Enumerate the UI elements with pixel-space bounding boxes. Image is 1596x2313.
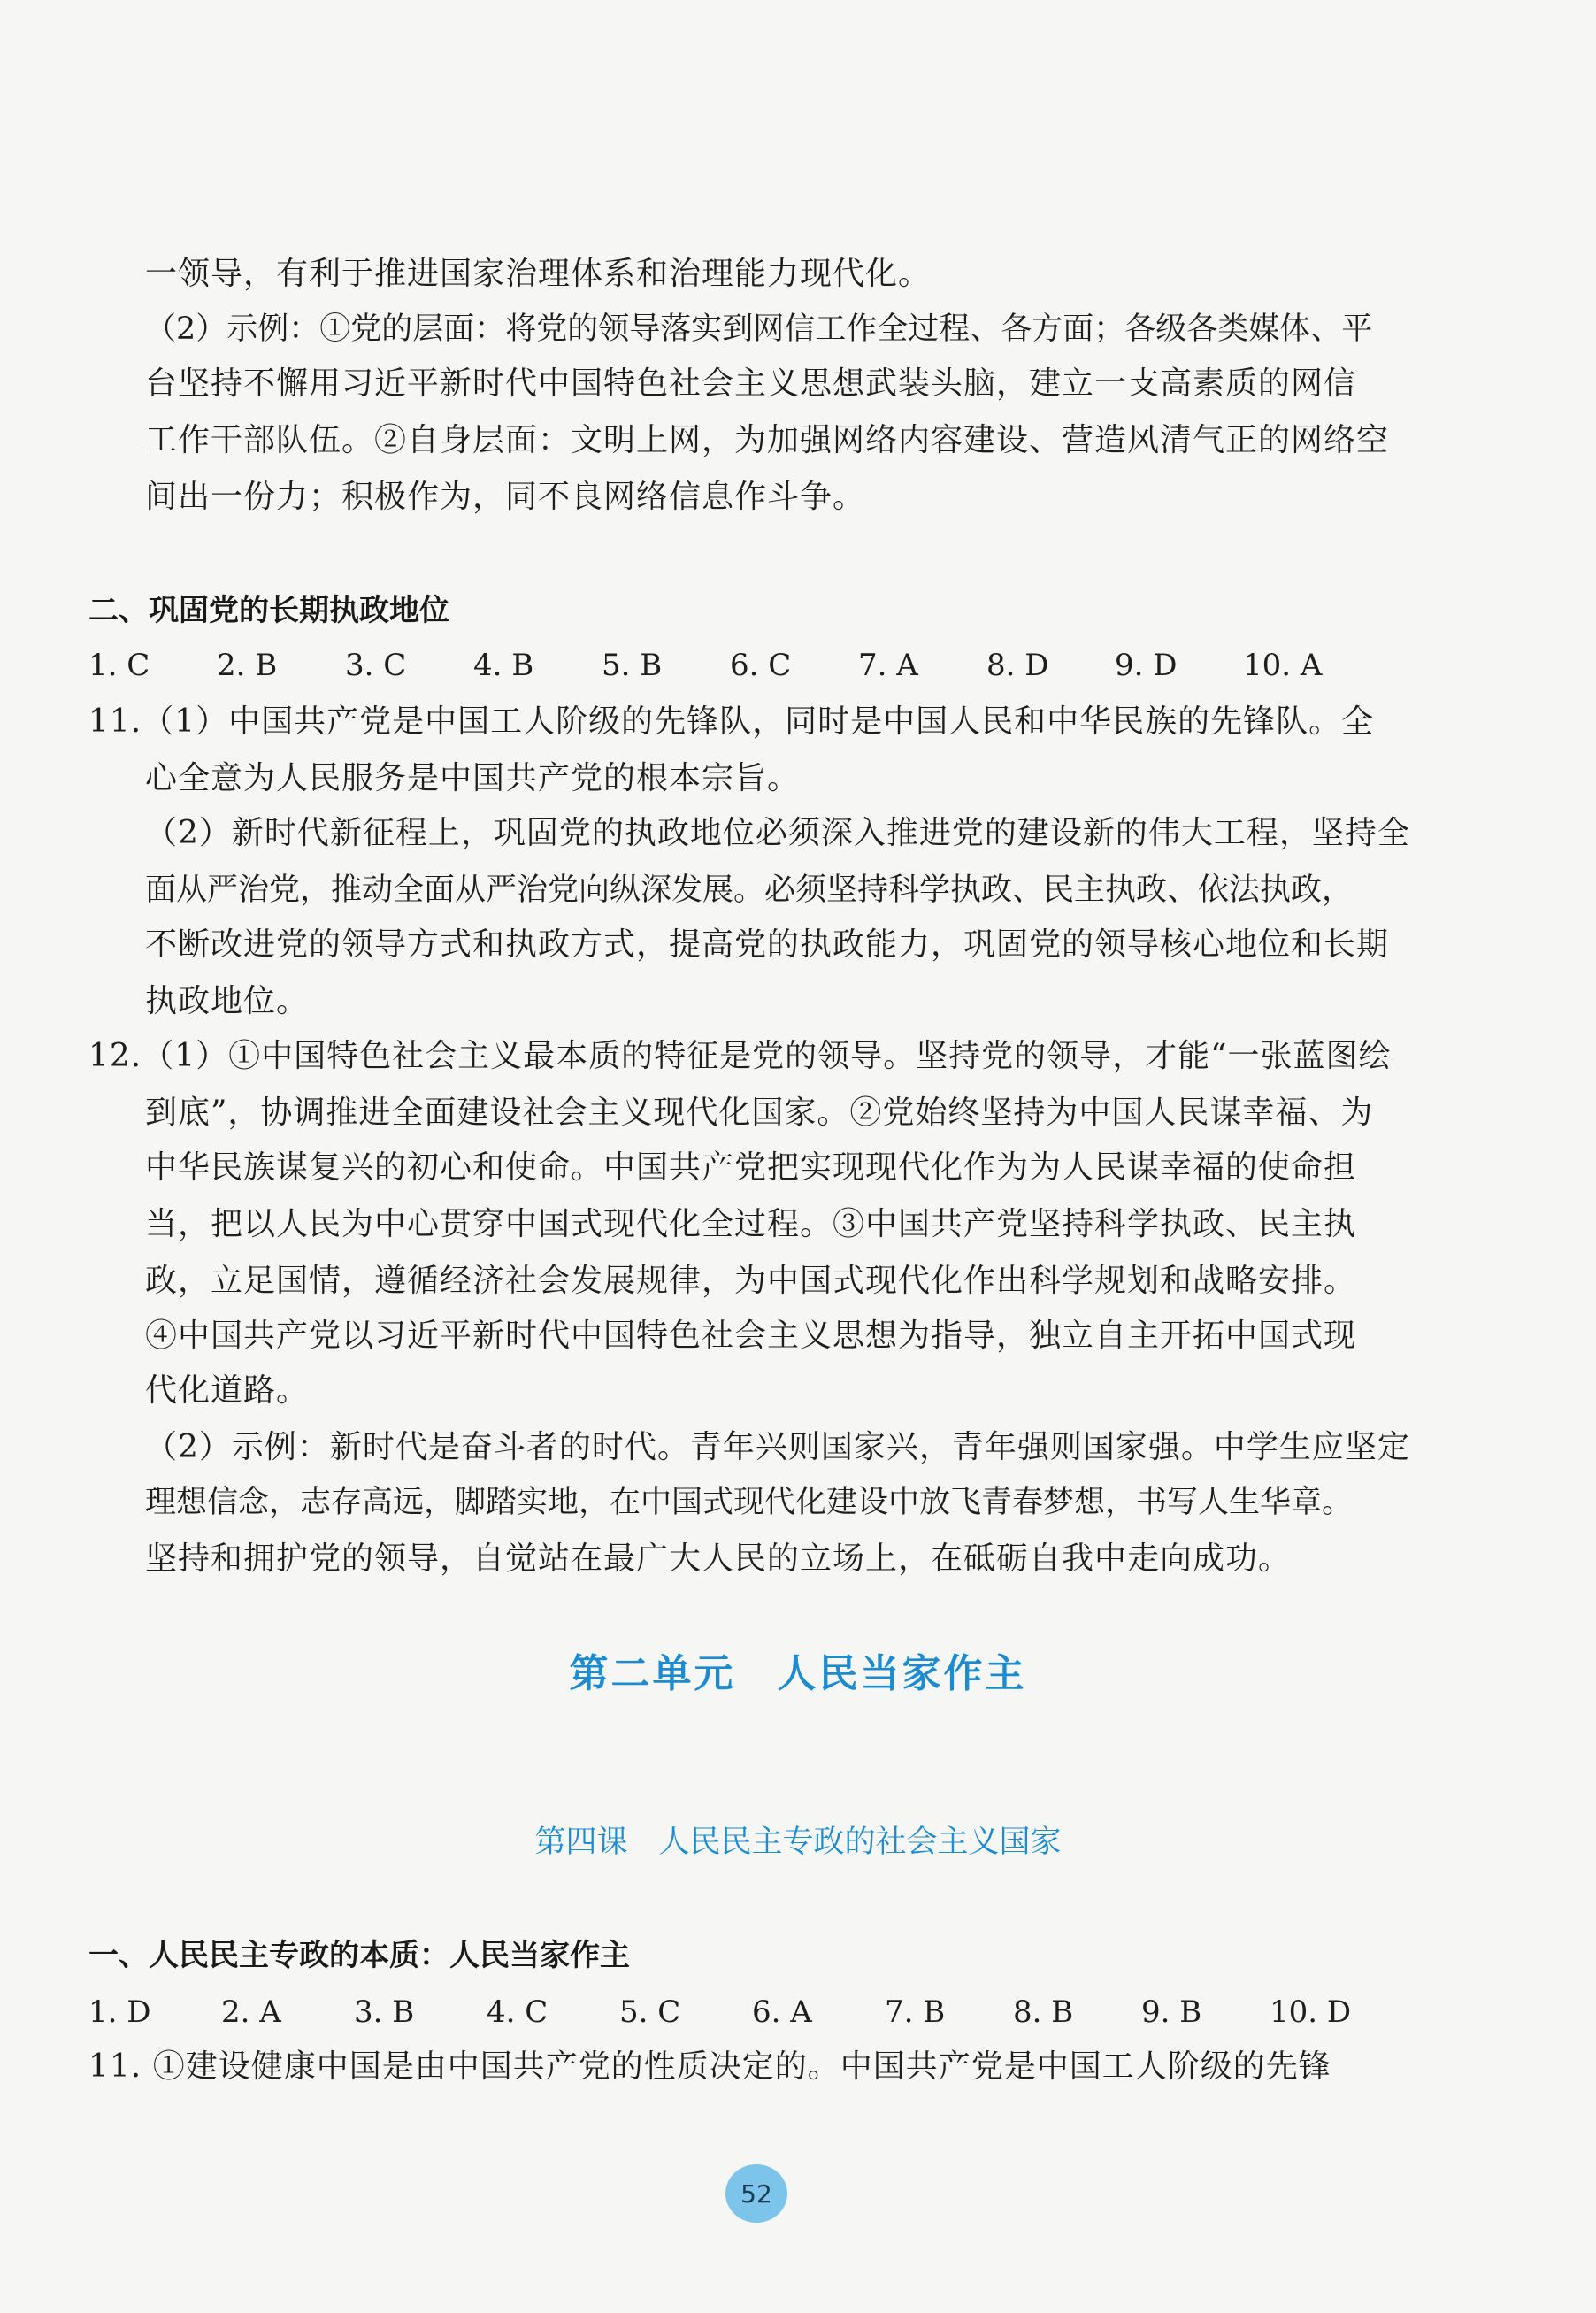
text-line: 中华民族谋复兴的初心和使命。中国共产党把实现现代化作为为人民谋幸福的使命担	[145, 1149, 1357, 1186]
text-line: 当，把以人民为中心贯穿中国式现代化全过程。③中国共产党坚持科学执政、民主执	[145, 1206, 1357, 1242]
mcq-answer: 8. B	[1013, 1994, 1074, 2030]
mcq-answers-row	[88, 644, 1398, 687]
mcq-answer: 3. B	[354, 1994, 415, 2030]
unit-title: 第二单元 人民当家作主	[569, 1651, 1027, 1696]
text-line: 面从严治党，推动全面从严治党向纵深发展。必须坚持科学执政、民主执政、依法执政，	[145, 872, 1354, 908]
text-line: 台坚持不懈用习近平新时代中国特色社会主义思想武装头脑，建立一支高素质的网信	[145, 365, 1357, 402]
mcq-answer: 10. A	[1243, 648, 1323, 683]
mcq-answer: 1. C	[88, 648, 150, 683]
text-line: 工作干部队伍。②自身层面：文明上网，为加强网络内容建设、营造风清气正的网络空	[145, 422, 1390, 458]
text-line: （2）示例：①党的层面：将党的领导落实到网信工作全过程、各方面；各级各类媒体、平	[145, 311, 1373, 347]
page-number-badge	[725, 2164, 787, 2223]
mcq-answer: 9. B	[1141, 1994, 1202, 2030]
text-line: 一领导，有利于推进国家治理体系和治理能力现代化。	[145, 256, 932, 292]
text-line: 不断改进党的领导方式和执政方式，提高党的执政能力，巩固党的领导核心地位和长期	[145, 926, 1390, 963]
mcq-answer: 5. C	[619, 1994, 681, 2030]
mcq-answer: 2. B	[217, 648, 278, 683]
mcq-answer: 1. D	[88, 1994, 151, 2030]
text-line: 执政地位。	[145, 983, 310, 1019]
section-heading: 二、巩固党的长期执政地位	[88, 593, 449, 628]
mcq-answer: 2. A	[221, 1994, 281, 2030]
mcq-answer: 7. B	[885, 1994, 946, 2030]
text-line: 到底”，协调推进全面建设社会主义现代化国家。②党始终坚持为中国人民谋幸福、为	[145, 1095, 1374, 1131]
lesson-title: 第四课 人民民主专政的社会主义国家	[534, 1825, 1062, 1860]
mcq-answer: 4. B	[473, 648, 534, 683]
text-line: （2）新时代新征程上，巩固党的执政地位必须深入推进党的建设新的伟大工程，坚持全	[145, 815, 1410, 851]
section-heading: 一、人民民主专政的本质：人民当家作主	[88, 1938, 630, 1973]
mcq-answer: 6. A	[752, 1994, 812, 2030]
text-line: 11.（1）中国共产党是中国工人阶级的先锋队，同时是中国人民和中华民族的先锋队。全	[88, 703, 1375, 740]
text-line: 政，立足国情，遵循经济社会发展规律，为中国式现代化作出科学规划和战略安排。	[145, 1263, 1357, 1299]
text-line: 坚持和拥护党的领导，自觉站在最广大人民的立场上，在砥砺自我中走向成功。	[145, 1541, 1292, 1577]
page-number: 52	[740, 2179, 772, 2209]
text-line: 12.（1）①中国特色社会主义最本质的特征是党的领导。坚持党的领导，才能“一张蓝图绘	[88, 1038, 1392, 1074]
mcq-answer: 10. D	[1270, 1994, 1352, 2030]
mcq-answer: 9. D	[1115, 648, 1178, 683]
text-line: 心全意为人民服务是中国共产党的根本宗旨。	[145, 760, 801, 796]
text-line: 11. ①建设健康中国是由中国共产党的性质决定的。中国共产党是中国工人阶级的先锋	[88, 2048, 1331, 2085]
mcq-answer: 4. C	[487, 1994, 549, 2030]
mcq-answer: 7. A	[858, 648, 918, 683]
mcq-answer: 8. D	[986, 648, 1049, 683]
mcq-answer: 6. C	[730, 648, 792, 683]
text-line: ④中国共产党以习近平新时代中国特色社会主义思想为指导，独立自主开拓中国式现	[145, 1318, 1357, 1354]
text-line: 间出一份力；积极作为，同不良网络信息作斗争。	[145, 479, 866, 515]
text-line: 代化道路。	[145, 1372, 310, 1409]
mcq-answer: 3. C	[345, 648, 407, 683]
mcq-answer: 5. B	[602, 648, 663, 683]
text-line: （2）示例：新时代是奋斗者的时代。青年兴则国家兴，青年强则国家强。中学生应坚定	[145, 1429, 1410, 1465]
text-line: 理想信念，志存高远，脚踏实地，在中国式现代化建设中放飞青春梦想，书写人生华章。	[145, 1485, 1354, 1520]
mcq-answers-row	[88, 1991, 1398, 2033]
